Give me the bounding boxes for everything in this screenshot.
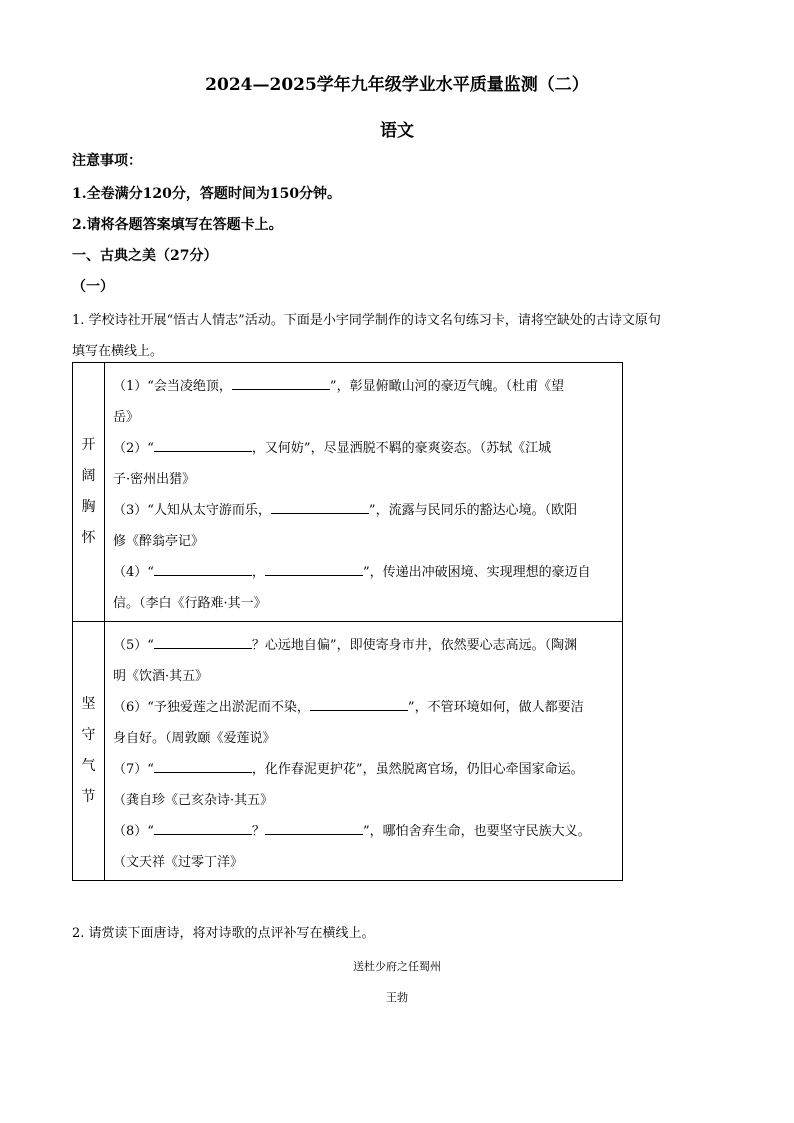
- question-1-text: 1. 学校诗社开展“悟古人情志”活动。下面是小宇同学制作的诗文名句练习卡，请将空缺处的古诗文原句: [72, 313, 661, 328]
- category-cell: [73, 622, 105, 881]
- category-char: 阔: [81, 468, 96, 484]
- note-item-2: 2.请将各题答案填写在答题卡上。: [72, 217, 283, 233]
- answer-blank[interactable]: [154, 437, 252, 452]
- category-char: 怀: [81, 530, 96, 546]
- answer-blank[interactable]: [154, 820, 252, 835]
- poem-title: 送杜少府之任蜀州: [353, 960, 441, 973]
- category-char: 守: [81, 727, 96, 743]
- table-row: [73, 363, 623, 622]
- fill-item: （2）“ ，又何妨”，尽显洒脱不羁的豪爽姿态。（苏轼《江城 子·密州出猎》: [113, 433, 616, 495]
- notes-heading: 注意事项：: [72, 153, 142, 169]
- answer-blank[interactable]: [265, 561, 363, 576]
- fill-item: （3）“人知从太守游而乐， ”，流露与民同乐的豁达心境。（欧阳 修《醉翁亭记》: [113, 495, 616, 557]
- category-char: 胸: [81, 499, 96, 515]
- answer-blank[interactable]: [271, 499, 369, 514]
- answer-blank[interactable]: [310, 696, 408, 711]
- recitation-table: [72, 362, 623, 881]
- answer-blank[interactable]: [232, 375, 330, 390]
- category-char: 坚: [81, 696, 96, 712]
- answer-blank[interactable]: [154, 634, 252, 649]
- items-cell: [105, 363, 623, 622]
- page-title: 2024—2025学年九年级学业水平质量监测（二）: [205, 75, 589, 95]
- fill-item: （1）“会当凌绝顶， ”，彰显俯瞰山河的豪迈气魄。（杜甫《望 岳》: [113, 371, 616, 433]
- fill-item: （8）“ ？ ”，哪怕舍弃生命，也要坚守民族大义。 （文天祥《过零丁洋》: [113, 816, 616, 878]
- fill-item: （6）“予独爱莲之出淤泥而不染， ”，不管环境如何，做人都要洁 身自好。（周敦颐《爱莲说》: [113, 692, 616, 754]
- part-heading: （一）: [72, 279, 114, 295]
- poem-author: 王勃: [386, 991, 408, 1004]
- fill-item: （4）“ ， ”，传递出冲破困境、实现理想的豪迈自 信。（李白《行路难·其一》: [113, 557, 616, 619]
- fill-item: （5）“ ？心远地自偏”，即使寄身市井，依然要心志高远。（陶渊 明《饮酒·其五》: [113, 630, 616, 692]
- answer-blank[interactable]: [154, 758, 252, 773]
- answer-blank[interactable]: [154, 561, 252, 576]
- answer-blank[interactable]: [265, 820, 363, 835]
- section-heading: 一、古典之美（27分）: [72, 248, 218, 264]
- category-char: 气: [81, 758, 96, 774]
- category-char: 节: [81, 789, 96, 805]
- subject-title: 语文: [380, 121, 414, 141]
- category-char: 开: [81, 437, 96, 453]
- fill-item: （7）“ ，化作春泥更护花”，虽然脱离官场，仍旧心牵国家命运。 （龚自珍《己亥杂诗·其五》: [113, 754, 616, 816]
- question-1-text-cont: 填写在横线上。: [72, 344, 164, 359]
- question-2-text: 2. 请赏读下面唐诗，将对诗歌的点评补写在横线上。: [72, 926, 375, 941]
- note-item-1: 1.全卷满分120分，答题时间为150分钟。: [72, 186, 342, 202]
- category-cell: [73, 363, 105, 622]
- items-cell: [105, 622, 623, 881]
- table-row: [73, 622, 623, 881]
